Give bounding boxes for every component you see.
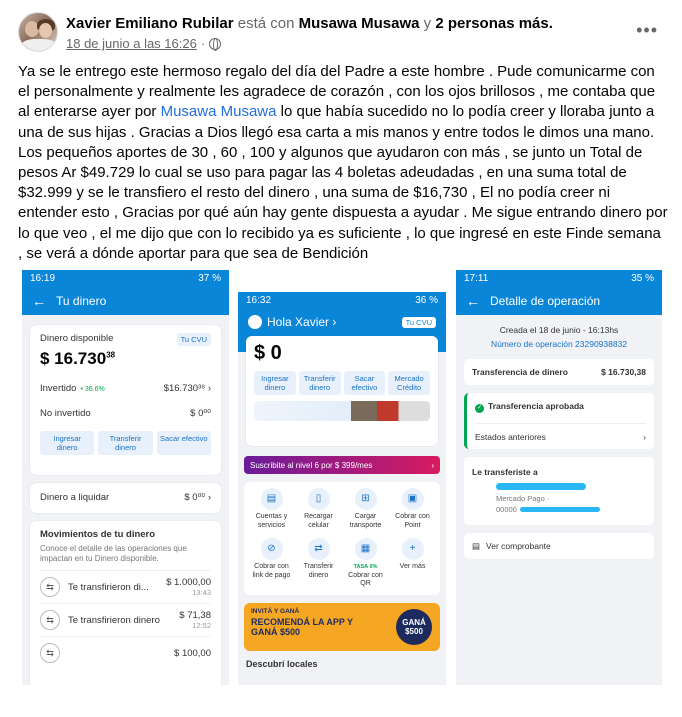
movement-amount: $ 1.000,00: [166, 577, 211, 588]
greeting: Hola Xavier ›: [267, 315, 337, 329]
movement-amount: $ 100,00: [174, 647, 211, 659]
status-card: [464, 393, 654, 449]
banner-title: RECOMENDÁ LA APP Y GANÁ $500: [251, 616, 353, 637]
grid-item: [295, 488, 342, 530]
qr-icon: ▦: [355, 538, 377, 560]
to-settle-amount: $ 0⁰⁰ ›: [184, 492, 211, 503]
receipt-label: Ver comprobante: [486, 541, 551, 551]
author-line: [66, 15, 553, 32]
movement-label: Te transfirieron dinero: [68, 614, 160, 626]
to-settle-card: [30, 483, 221, 513]
tagged-user[interactable]: Musawa Musawa: [298, 15, 420, 32]
screenshot-home[interactable]: [238, 292, 446, 685]
post-date[interactable]: 18 de junio a las 16:26: [66, 36, 197, 51]
movement-row: [40, 570, 211, 603]
sacar-efectivo-chip: Sacar efectivo: [344, 371, 386, 395]
plus-icon: +: [402, 538, 424, 560]
promo-text: Suscribite al nivel 6 por $ 399/mes: [250, 460, 373, 470]
available-label: Dinero disponible: [40, 333, 114, 344]
transferir-dinero-chip: Transferir dinero: [98, 431, 152, 455]
ingresar-dinero-chip: Ingresar dinero: [40, 431, 94, 455]
transferir-dinero-chip: Transferir dinero: [299, 371, 341, 395]
post-text: [18, 62, 668, 264]
phone-icon: ▯: [308, 488, 330, 510]
and-text: y: [423, 15, 432, 32]
transfer-icon: ⇆: [40, 643, 60, 663]
more-options-button[interactable]: •••: [636, 20, 658, 40]
grid-item: [248, 488, 295, 530]
chevron-right-icon: ›: [643, 432, 646, 442]
redacted-name: [496, 483, 586, 490]
action-chips: [40, 431, 211, 455]
not-invested-label: No invertido: [40, 408, 91, 419]
invested-amount: $16.730³⁸ ›: [163, 383, 211, 394]
transfer-label: Transferencia de dinero: [472, 367, 568, 377]
with-text: está con: [237, 15, 295, 32]
meta-dot: ·: [200, 36, 206, 51]
bottom-label: Descubrí locales: [246, 658, 318, 669]
screenshot-tu-dinero[interactable]: [22, 270, 229, 685]
invested-row: [40, 383, 211, 394]
ingresar-dinero-chip: Ingresar dinero: [254, 371, 296, 395]
available-cents: 38: [106, 350, 116, 360]
chevron-right-icon: ›: [431, 460, 434, 470]
post-text-part2: lo que había sucedido no lo podía creer y lloraba junto a una de sus hijas . Gracias a Dios llegó esa carta a mis manos y entre todos le dimos una mano. Los pequeños aportes de 30 , 60 , 100 y algunos que ayudaron con más , se junto un Total de pesos Ar $49.729 lo cual se uso para pagar las 4 boletas adeudadas , en una suma total de $32.999 y se le transfiero el resto del dinero , una suma de $16,730 , El no podía creer ni entender esto , Gracias por qué aún hay gente dispuesta a ayudar . Me sigue entrando dinero por lo que veo , el me dijo que con lo recibido ya es suficiente , lo que ingresé en este Finde semana , se verá a dónde aportar para que sea de Bendición: [18, 103, 668, 262]
status-battery: 35 %: [631, 273, 654, 284]
available-amount-value: $ 16.730: [40, 349, 107, 368]
app-bar: [456, 287, 662, 315]
back-arrow-icon: ←: [466, 293, 480, 309]
app-bar: [238, 309, 446, 335]
grid-item: [295, 538, 342, 589]
grid-item: [342, 538, 389, 589]
app-bar: [22, 287, 229, 315]
service-icon: ▤: [261, 488, 283, 510]
account-number: 00000: [496, 505, 517, 514]
qr-badge: TASA 0%: [353, 564, 378, 570]
mention-link[interactable]: Musawa Musawa: [160, 103, 277, 121]
status-battery: 37 %: [198, 273, 221, 284]
author-name[interactable]: Xavier Emiliano Rubilar: [66, 15, 234, 32]
operation-header: [456, 315, 662, 349]
redacted-account: [520, 507, 600, 512]
recipient-card: [464, 457, 654, 525]
grid-label: Recargar celular: [304, 513, 333, 529]
movements-card: [30, 521, 221, 685]
approved-label: Transferencia aprobada: [488, 401, 584, 411]
services-grid: [244, 482, 440, 595]
movements-desc: Conoce el detalle de las operaciones que impactan en tu Dinero disponible.: [40, 544, 187, 563]
transfer-icon: ⇆: [40, 610, 60, 630]
quick-actions: [254, 371, 430, 395]
created-date: Creada el 18 de junio - 16:13hs: [499, 325, 619, 335]
sacar-efectivo-chip: Sacar efectivo: [157, 431, 211, 455]
link-icon: ⊘: [261, 538, 283, 560]
grid-label: Cobrar con Point: [395, 513, 430, 529]
not-invested-amount: $ 0⁰⁰: [190, 408, 211, 419]
invested-label: Invertido: [40, 383, 77, 394]
bank-name: Mercado Pago ·: [496, 494, 550, 503]
screen-title: Tu dinero: [56, 294, 107, 308]
balance-card: [246, 336, 438, 446]
movement-row: [40, 603, 211, 636]
status-battery: 36 %: [415, 295, 438, 306]
banner-small: INVITÁ Y GANÁ: [251, 607, 300, 615]
operation-number: Número de operación 23290938832: [490, 339, 628, 349]
globe-icon: [209, 38, 221, 50]
banner-badge: GANÁ $500: [396, 609, 432, 645]
balance-amount: $ 0: [254, 342, 282, 364]
movement-time: 12:52: [192, 621, 211, 630]
grid-item: [342, 488, 389, 530]
grid-item: [389, 538, 436, 589]
invested-pct: • 36.6%: [80, 386, 105, 393]
post-text-part1: Ya se le entrego este hermoso regalo del día del Padre a este hombre . Pude comunicarme con el personalmente y realmente les agradece de corazón , con los ojos brillosos , me contaba que al enterarse ayer por: [18, 63, 656, 121]
grid-label: Ver más: [399, 563, 426, 570]
post-meta: [66, 36, 221, 51]
previous-states-row[interactable]: [475, 423, 646, 442]
referral-banner: [244, 603, 440, 651]
transfer-icon: ⇆: [40, 577, 60, 597]
author-avatar[interactable]: [18, 12, 58, 52]
status-time: 16:32: [246, 295, 272, 306]
grid-label: Cuentas y servicios: [255, 513, 288, 529]
status-time: 16:19: [30, 273, 56, 284]
screenshot-detalle-operacion[interactable]: [456, 270, 662, 685]
movement-row: [40, 636, 211, 669]
movement-label: Te transfirieron di...: [68, 581, 149, 593]
status-bar: [238, 292, 446, 309]
promo-banner: [244, 456, 440, 474]
transfer-icon: ⇄: [308, 538, 330, 560]
point-icon: ▣: [402, 488, 424, 510]
grid-label: Cobrar con link de pago: [252, 563, 291, 579]
status-time: 17:11: [464, 273, 489, 284]
previous-states-label: Estados anteriores: [475, 432, 546, 442]
grid-item: [389, 488, 436, 530]
cvu-badge: Tu CVU: [177, 333, 211, 346]
transfer-card: [464, 359, 654, 385]
movement-amount: $ 71,38: [179, 610, 211, 621]
cards-strip: [254, 401, 430, 421]
receipt-row[interactable]: [464, 533, 654, 559]
balance-card: [30, 325, 221, 475]
status-bar: [456, 270, 662, 287]
screen-title: Detalle de operación: [490, 294, 601, 308]
post-header: [18, 12, 668, 58]
user-avatar: [248, 315, 262, 329]
grid-label: Cargar transporte: [349, 513, 382, 529]
available-amount: [40, 349, 211, 369]
transfer-amount: $ 16.730,38: [601, 367, 646, 377]
others-link[interactable]: 2 personas más.: [435, 15, 553, 32]
bus-icon: ⊞: [355, 488, 377, 510]
cvu-badge: Tu CVU: [402, 317, 436, 328]
grid-label: Transferir dinero: [303, 563, 334, 579]
to-settle-label: Dinero a liquidar: [40, 492, 110, 503]
status-bar: [22, 270, 229, 287]
not-invested-row: [40, 408, 211, 419]
transferred-to-label: Le transferiste a: [472, 467, 538, 477]
grid-item: [248, 538, 295, 589]
movement-time: 13:43: [192, 588, 211, 597]
back-arrow-icon: ←: [32, 293, 46, 309]
grid-label: Cobrar con QR: [348, 571, 383, 587]
check-icon: ✓: [476, 405, 483, 411]
receipt-icon: ▤: [472, 540, 481, 551]
mercado-credito-chip: Mercado Crédito: [388, 371, 430, 395]
movements-title: Movimientos de tu dinero: [40, 529, 156, 540]
